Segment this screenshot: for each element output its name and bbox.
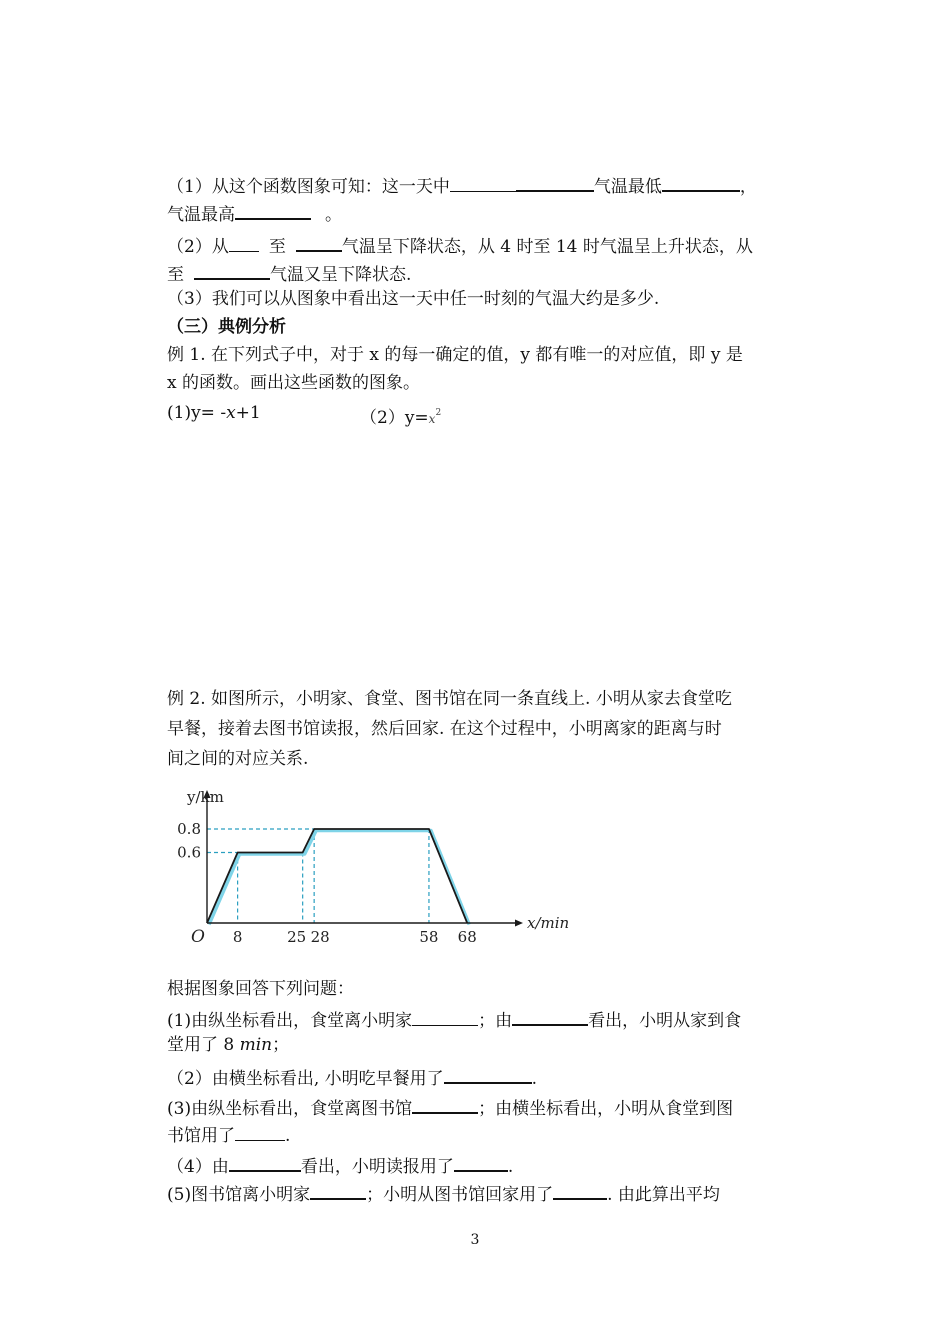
formula-1-a: (1)y= - <box>167 403 227 423</box>
qb3-d: . <box>285 1126 291 1146</box>
qb5-b: ；小明从图书馆回家用了 <box>366 1185 554 1205</box>
chart-shade <box>209 831 469 925</box>
x-tick-label-28: 28 <box>310 928 330 946</box>
blank-q1-4[interactable] <box>235 200 311 220</box>
question-2-line-2 <box>167 260 411 286</box>
question-b1-line-1 <box>167 1006 741 1032</box>
formula-2-a: （2）y= <box>360 408 429 428</box>
qb1-e: ； <box>272 1035 290 1055</box>
qb3-b: ；由横坐标看出，小明从食堂到图 <box>478 1099 734 1119</box>
example-1-line-1: 例 1. 在下列式子中，对于 x 的每一确定的值，y 都有唯一的对应值，即 y 是 <box>167 345 743 365</box>
blank-b5-1[interactable] <box>310 1180 366 1200</box>
qb3-c: 书馆用了 <box>167 1126 235 1146</box>
question-b1-line-2 <box>167 1034 289 1056</box>
q2-text-c: 气温呈下降状态，从 4 时至 14 时气温呈上升状态，从 <box>341 237 753 257</box>
series-line <box>207 829 467 923</box>
chart-guides <box>207 829 429 923</box>
blank-b3-2[interactable] <box>235 1122 285 1141</box>
qb1-b: ；由 <box>478 1011 513 1031</box>
blank-b1-1[interactable] <box>412 1007 478 1026</box>
q1-text-c: ， <box>739 177 757 197</box>
qb4-a: （4）由 <box>167 1157 229 1177</box>
q1-text-e: 。 <box>325 205 342 225</box>
q1-text-d: 气温最高 <box>167 205 235 225</box>
question-b4-line <box>167 1152 513 1178</box>
y-tick-label-0.8: 0.8 <box>177 820 201 838</box>
x-tick-label-8: 8 <box>232 928 243 946</box>
question-b5-line <box>167 1180 720 1206</box>
example-2-line-2: 早餐，接着去图书馆读报，然后回家. 在这个过程中，小明离家的距离与时 <box>167 719 722 739</box>
blank-b5-2[interactable] <box>553 1180 607 1200</box>
chart-line-layer <box>207 829 467 923</box>
question-b3-line-1 <box>167 1094 733 1120</box>
qb1-a: (1)由纵坐标看出，食堂离小明家 <box>167 1011 413 1031</box>
question-b3-line-2 <box>167 1122 290 1147</box>
series-shade <box>209 831 469 925</box>
qb1-c: 看出，小明从家到食 <box>588 1011 742 1031</box>
qb1-d: 堂用了 8 <box>167 1035 240 1055</box>
q1-text-b: 气温最低 <box>593 177 662 197</box>
example-1-formula-2 <box>360 402 441 430</box>
question-3-line <box>167 288 659 310</box>
blank-b4-1[interactable] <box>229 1152 301 1172</box>
blank-q2-2[interactable] <box>296 232 342 252</box>
y-tick-label-0.6: 0.6 <box>177 843 201 862</box>
qb2-a: （2）由横坐标看出, 小明吃早餐用了 <box>167 1069 444 1089</box>
questions-intro: 根据图象回答下列问题： <box>167 979 354 999</box>
origin-label: O <box>191 927 205 947</box>
formula-2-x: x <box>428 412 436 426</box>
q2-text-e: 气温又呈下降状态. <box>270 265 412 285</box>
x-axis-label: x/min <box>527 914 570 932</box>
example-2-line-3: 间之间的对应关系. <box>167 749 309 769</box>
question-1-line-2 <box>167 200 342 226</box>
formula-1-b: +1 <box>235 403 261 423</box>
example-1-formula-1 <box>167 402 261 424</box>
qb1-unit: min <box>239 1035 273 1055</box>
qb2-b: . <box>531 1069 538 1089</box>
distance-time-chart <box>167 782 587 952</box>
x-axis-arrow <box>515 920 523 927</box>
blank-b4-2[interactable] <box>454 1152 508 1172</box>
x-tick-label-25: 25 <box>287 928 307 946</box>
question-2-line-1 <box>167 232 753 258</box>
qb4-c: . <box>507 1157 514 1177</box>
blank-q1-1[interactable] <box>450 173 516 192</box>
example-2-line-1: 例 2. 如图所示，小明家、食堂、图书馆在同一条直线上. 小明从家去食堂吃 <box>167 689 732 709</box>
y-axis-label: y/km <box>187 788 224 806</box>
qb3-a: (3)由纵坐标看出，食堂离图书馆 <box>167 1099 413 1119</box>
qb4-b: 看出，小明读报用了 <box>300 1157 454 1177</box>
question-1-line-1 <box>167 172 757 198</box>
blank-q1-2[interactable] <box>516 172 594 192</box>
blank-q2-3[interactable] <box>194 260 270 280</box>
section-heading: （三）典例分析 <box>167 317 286 337</box>
qb5-a: (5)图书馆离小明家 <box>167 1185 311 1205</box>
q2-text-d: 至 <box>167 265 184 285</box>
blank-q2-1[interactable] <box>229 233 259 252</box>
blank-b2-1[interactable] <box>444 1064 532 1084</box>
blank-b3-1[interactable] <box>412 1094 478 1114</box>
q2-text-a: （2）从 <box>167 237 229 257</box>
x-tick-label-68: 68 <box>457 928 477 946</box>
q3-text: （3）我们可以从图象中看出这一天中任一时刻的气温大约是多少. <box>167 289 660 309</box>
qb5-c: . 由此算出平均 <box>607 1185 720 1205</box>
question-b2-line <box>167 1064 537 1090</box>
page-number: 3 <box>470 1232 480 1248</box>
chart-axes <box>204 790 524 927</box>
x-tick-label-58: 58 <box>419 928 439 946</box>
q2-text-b: 至 <box>268 237 286 257</box>
formula-2-sup: 2 <box>435 408 442 418</box>
example-1-line-2: x 的函数。画出这些函数的图象。 <box>167 373 420 393</box>
blank-q1-3[interactable] <box>662 172 740 192</box>
formula-1-x: x <box>226 403 236 423</box>
blank-b1-2[interactable] <box>512 1006 588 1026</box>
q1-text-a: （1）从这个函数图象可知：这一天中 <box>167 177 450 197</box>
